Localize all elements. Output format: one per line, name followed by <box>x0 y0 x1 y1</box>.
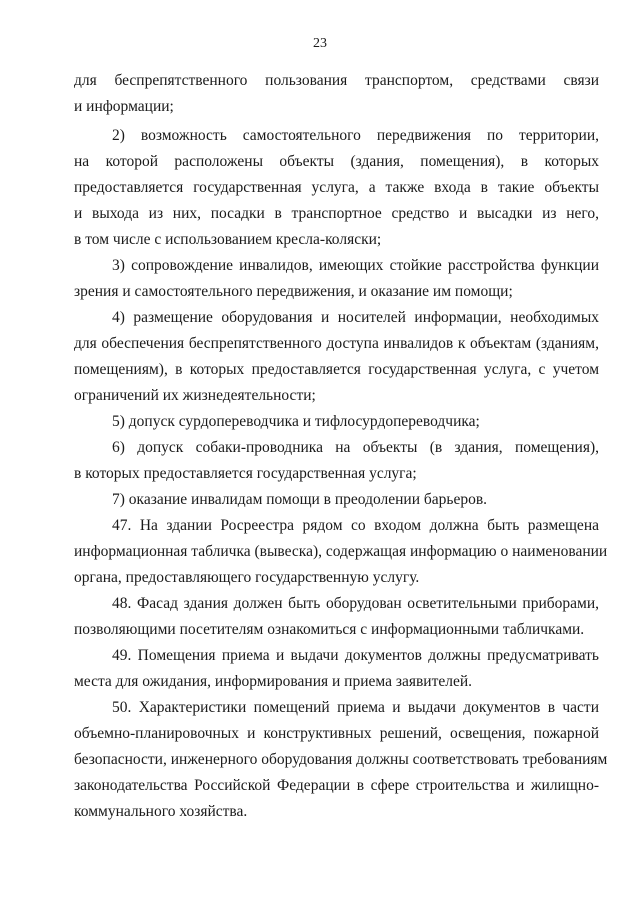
text-line: информационная табличка (вывеска), содержащая информацию о наименовании <box>74 543 608 560</box>
text-line: и выхода из них, посадки в транспортное средство и высадки из него, <box>74 205 599 222</box>
text-line: для обеспечения беспрепятственного доступа инвалидов к объектам (зданиям, <box>74 335 599 352</box>
text-line: 2) возможность самостоятельного передвижения по территории, <box>112 127 599 144</box>
text-line: коммунального хозяйства. <box>74 803 248 820</box>
text-line: помещениям), в которых предоставляется государственная услуга, с учетом <box>74 361 599 378</box>
text-line: 50. Характеристики помещений приема и выдачи документов в части <box>112 699 599 716</box>
text-line: объемно-планировочных и конструктивных решений, освещения, пожарной <box>74 725 599 742</box>
text-line: и информации; <box>74 98 174 115</box>
text-line: 48. Фасад здания должен быть оборудован осветительными приборами, <box>112 595 599 612</box>
page-number: 23 <box>313 36 327 51</box>
text-line: 4) размещение оборудования и носителей информации, необходимых <box>112 309 599 326</box>
text-line: 5) допуск сурдопереводчика и тифлосурдопереводчика; <box>112 413 480 430</box>
text-line: предоставляется государственная услуга, а также входа в такие объекты <box>74 179 599 196</box>
text-line: законодательства Российской Федерации в сфере строительства и жилищно- <box>74 777 599 794</box>
text-line: 7) оказание инвалидам помощи в преодолении барьеров. <box>112 491 488 508</box>
text-line: 47. На здании Росреестра рядом со входом должна быть размещена <box>112 517 599 534</box>
text-line: для беспрепятственного пользования транспортом, средствами связи <box>74 72 599 89</box>
text-line: места для ожидания, информирования и приема заявителей. <box>74 673 473 690</box>
text-line: 6) допуск собаки-проводника на объекты (в здания, помещения), <box>112 439 599 456</box>
text-line: зрения и самостоятельного передвижения, и оказание им помощи; <box>74 283 513 300</box>
text-line: органа, предоставляющего государственную услугу. <box>74 569 420 586</box>
text-line: позволяющими посетителям ознакомиться с информационными табличками. <box>74 621 585 638</box>
text-line: 49. Помещения приема и выдачи документов должны предусматривать <box>112 647 599 664</box>
text-line: 3) сопровождение инвалидов, имеющих стойкие расстройства функции <box>112 257 599 274</box>
text-line: в которых предоставляется государственная услуга; <box>74 465 417 482</box>
text-line: на которой расположены объекты (здания, помещения), в которых <box>74 153 599 170</box>
text-line: ограничений их жизнедеятельности; <box>74 387 316 404</box>
text-line: в том числе с использованием кресла-коляски; <box>74 231 382 248</box>
text-line: безопасности, инженерного оборудования должны соответствовать требованиям <box>74 751 608 768</box>
